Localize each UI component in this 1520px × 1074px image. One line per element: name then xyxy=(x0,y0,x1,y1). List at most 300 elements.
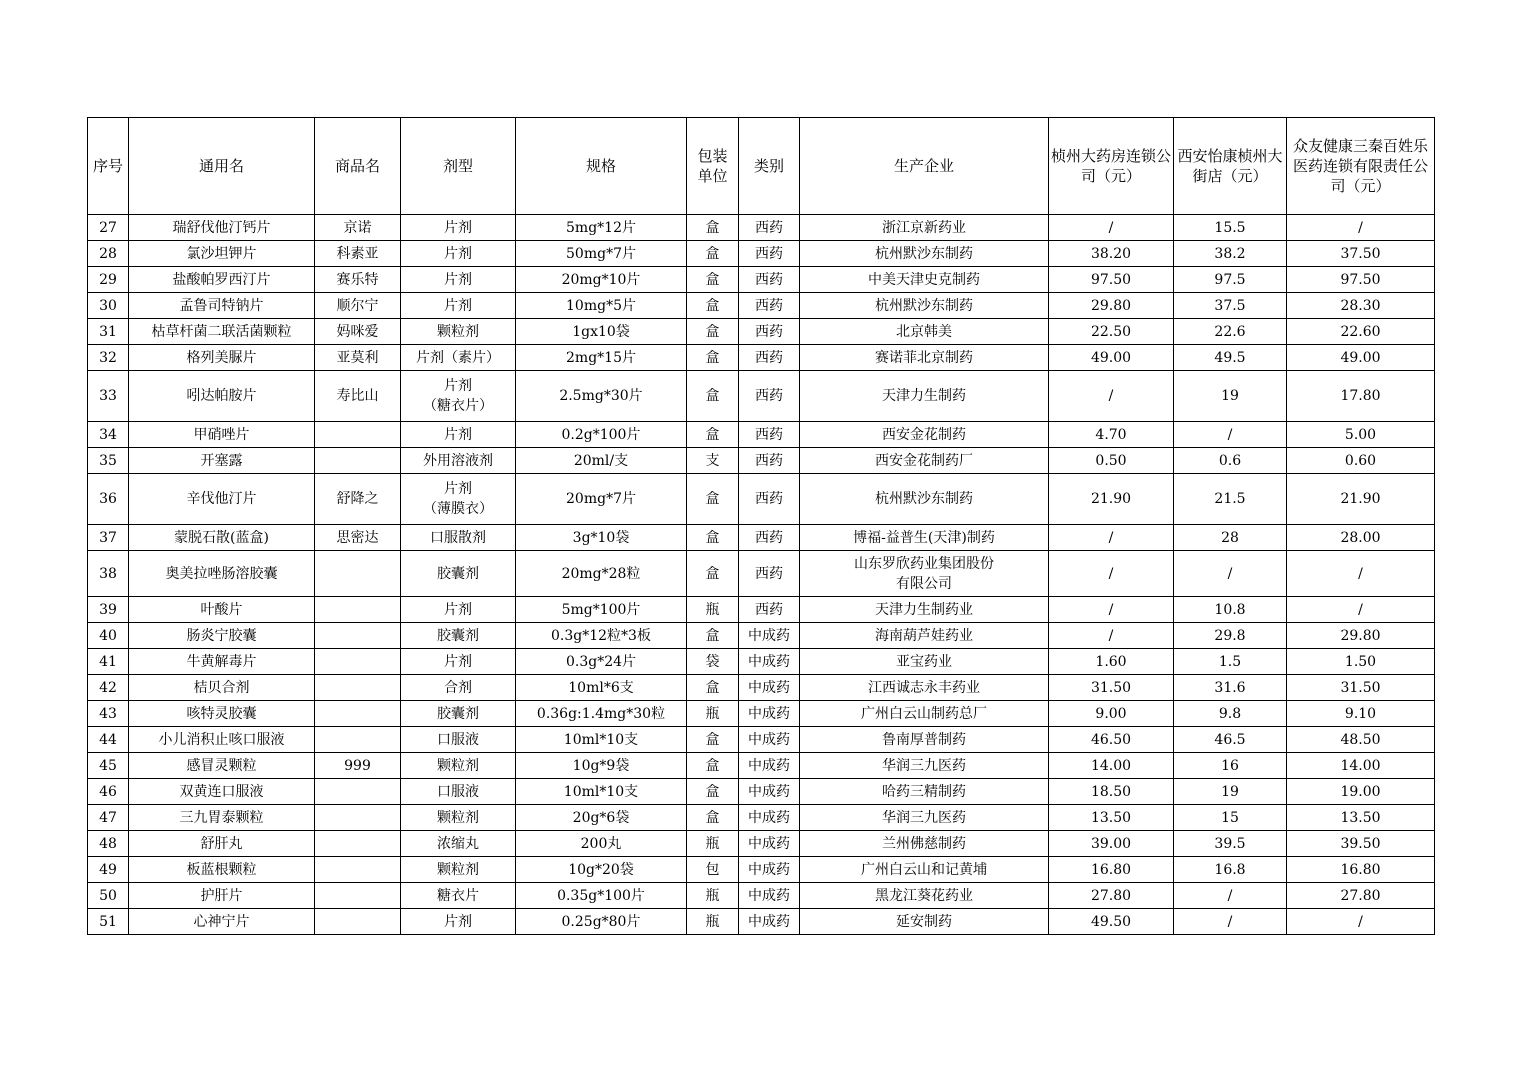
price-store1-cell: / xyxy=(1049,551,1174,597)
table-row xyxy=(88,215,1435,241)
dosage-form-cell: 颗粒剂 xyxy=(401,805,516,831)
price-store2-cell: 46.5 xyxy=(1174,727,1287,753)
category-cell: 中成药 xyxy=(739,753,800,779)
category-cell: 中成药 xyxy=(739,649,800,675)
manufacturer-cell: 西安金花制药厂 xyxy=(800,448,1049,474)
price-store2-cell: 9.8 xyxy=(1174,701,1287,727)
dosage-form-cell: 胶囊剂 xyxy=(401,551,516,597)
row-seq-cell: 44 xyxy=(88,727,129,753)
price-store3-cell: 27.80 xyxy=(1287,883,1435,909)
manufacturer-cell: 哈药三精制药 xyxy=(800,779,1049,805)
table-row xyxy=(88,241,1435,267)
price-store2-cell: 37.5 xyxy=(1174,293,1287,319)
price-store3-cell: 39.50 xyxy=(1287,831,1435,857)
dosage-form-cell: 片剂 （糖衣片） xyxy=(401,371,516,422)
header-pack-unit: 包装单位 xyxy=(687,118,739,215)
price-store3-cell: 1.50 xyxy=(1287,649,1435,675)
table-row xyxy=(88,448,1435,474)
header-seq: 序号 xyxy=(88,118,129,215)
brand-name-cell xyxy=(315,909,401,935)
price-store2-cell: 15 xyxy=(1174,805,1287,831)
price-store3-cell: 49.00 xyxy=(1287,345,1435,371)
spec-cell: 3g*10袋 xyxy=(516,525,687,551)
price-store3-cell: / xyxy=(1287,597,1435,623)
price-store1-cell: 97.50 xyxy=(1049,267,1174,293)
brand-name-cell: 妈咪爱 xyxy=(315,319,401,345)
row-seq-cell: 49 xyxy=(88,857,129,883)
manufacturer-cell: 广州白云山制药总厂 xyxy=(800,701,1049,727)
pack-unit-cell: 盒 xyxy=(687,345,739,371)
price-store2-cell: 21.5 xyxy=(1174,474,1287,525)
table-row xyxy=(88,293,1435,319)
brand-name-cell xyxy=(315,701,401,727)
brand-name-cell xyxy=(315,597,401,623)
generic-name-cell: 枯草杆菌二联活菌颗粒 xyxy=(129,319,315,345)
manufacturer-cell: 杭州默沙东制药 xyxy=(800,241,1049,267)
spec-cell: 0.36g:1.4mg*30粒 xyxy=(516,701,687,727)
dosage-form-cell: 合剂 xyxy=(401,675,516,701)
price-store3-cell: 19.00 xyxy=(1287,779,1435,805)
generic-name-cell: 咳特灵胶囊 xyxy=(129,701,315,727)
price-store2-cell: 97.5 xyxy=(1174,267,1287,293)
spec-cell: 1gx10袋 xyxy=(516,319,687,345)
pack-unit-cell: 盒 xyxy=(687,525,739,551)
pack-unit-cell: 盒 xyxy=(687,675,739,701)
pack-unit-cell: 盒 xyxy=(687,422,739,448)
pack-unit-cell: 盒 xyxy=(687,551,739,597)
brand-name-cell xyxy=(315,448,401,474)
category-cell: 西药 xyxy=(739,525,800,551)
table-row xyxy=(88,422,1435,448)
row-seq-cell: 33 xyxy=(88,371,129,422)
price-store2-cell: 15.5 xyxy=(1174,215,1287,241)
manufacturer-cell: 兰州佛慈制药 xyxy=(800,831,1049,857)
price-store1-cell: 9.00 xyxy=(1049,701,1174,727)
manufacturer-cell: 华润三九医药 xyxy=(800,805,1049,831)
header-price-store1: 桢州大药房连锁公司（元） xyxy=(1049,118,1174,215)
brand-name-cell xyxy=(315,551,401,597)
dosage-form-cell: 片剂 xyxy=(401,909,516,935)
manufacturer-cell: 博福-益普生(天津)制药 xyxy=(800,525,1049,551)
category-cell: 中成药 xyxy=(739,727,800,753)
price-store3-cell: 14.00 xyxy=(1287,753,1435,779)
pack-unit-cell: 盒 xyxy=(687,623,739,649)
price-store1-cell: 29.80 xyxy=(1049,293,1174,319)
generic-name-cell: 格列美脲片 xyxy=(129,345,315,371)
category-cell: 中成药 xyxy=(739,831,800,857)
category-cell: 中成药 xyxy=(739,909,800,935)
price-store3-cell: 9.10 xyxy=(1287,701,1435,727)
price-store3-cell: 21.90 xyxy=(1287,474,1435,525)
dosage-form-cell: 片剂 xyxy=(401,241,516,267)
generic-name-cell: 感冒灵颗粒 xyxy=(129,753,315,779)
table-row xyxy=(88,371,1435,422)
manufacturer-cell: 广州白云山和记黄埔 xyxy=(800,857,1049,883)
generic-name-cell: 开塞露 xyxy=(129,448,315,474)
price-store3-cell: 5.00 xyxy=(1287,422,1435,448)
spec-cell: 10g*20袋 xyxy=(516,857,687,883)
row-seq-cell: 27 xyxy=(88,215,129,241)
table-row xyxy=(88,623,1435,649)
dosage-form-cell: 口服液 xyxy=(401,727,516,753)
spec-cell: 10g*9袋 xyxy=(516,753,687,779)
pack-unit-cell: 盒 xyxy=(687,267,739,293)
row-seq-cell: 31 xyxy=(88,319,129,345)
price-store3-cell: 16.80 xyxy=(1287,857,1435,883)
price-store3-cell: 0.60 xyxy=(1287,448,1435,474)
generic-name-cell: 瑞舒伐他汀钙片 xyxy=(129,215,315,241)
category-cell: 西药 xyxy=(739,293,800,319)
table-body xyxy=(88,215,1435,935)
category-cell: 西药 xyxy=(739,215,800,241)
generic-name-cell: 肠炎宁胶囊 xyxy=(129,623,315,649)
price-store1-cell: 38.20 xyxy=(1049,241,1174,267)
category-cell: 西药 xyxy=(739,371,800,422)
price-store1-cell: 1.60 xyxy=(1049,649,1174,675)
dosage-form-cell: 口服液 xyxy=(401,779,516,805)
row-seq-cell: 42 xyxy=(88,675,129,701)
manufacturer-cell: 海南葫芦娃药业 xyxy=(800,623,1049,649)
manufacturer-cell: 中美天津史克制药 xyxy=(800,267,1049,293)
price-store1-cell: 16.80 xyxy=(1049,857,1174,883)
generic-name-cell: 蒙脱石散(蓝盒) xyxy=(129,525,315,551)
spec-cell: 10ml*6支 xyxy=(516,675,687,701)
dosage-form-cell: 片剂 （薄膜衣） xyxy=(401,474,516,525)
table-row xyxy=(88,474,1435,525)
table-row xyxy=(88,525,1435,551)
manufacturer-cell: 鲁南厚普制药 xyxy=(800,727,1049,753)
generic-name-cell: 三九胃泰颗粒 xyxy=(129,805,315,831)
price-store3-cell: 13.50 xyxy=(1287,805,1435,831)
price-store2-cell: 19 xyxy=(1174,779,1287,805)
price-store3-cell: 97.50 xyxy=(1287,267,1435,293)
price-store2-cell: 0.6 xyxy=(1174,448,1287,474)
table-row xyxy=(88,649,1435,675)
header-spec: 规格 xyxy=(516,118,687,215)
generic-name-cell: 双黄连口服液 xyxy=(129,779,315,805)
table-row xyxy=(88,345,1435,371)
price-store3-cell: 28.30 xyxy=(1287,293,1435,319)
brand-name-cell: 京诺 xyxy=(315,215,401,241)
price-store2-cell: / xyxy=(1174,551,1287,597)
spec-cell: 20mg*28粒 xyxy=(516,551,687,597)
price-store1-cell: 46.50 xyxy=(1049,727,1174,753)
generic-name-cell: 氯沙坦钾片 xyxy=(129,241,315,267)
brand-name-cell: 999 xyxy=(315,753,401,779)
dosage-form-cell: 糖衣片 xyxy=(401,883,516,909)
header-category: 类别 xyxy=(739,118,800,215)
brand-name-cell: 科素亚 xyxy=(315,241,401,267)
spec-cell: 0.35g*100片 xyxy=(516,883,687,909)
brand-name-cell xyxy=(315,883,401,909)
price-store1-cell: / xyxy=(1049,215,1174,241)
category-cell: 西药 xyxy=(739,422,800,448)
manufacturer-cell: 浙江京新药业 xyxy=(800,215,1049,241)
spec-cell: 20ml/支 xyxy=(516,448,687,474)
category-cell: 中成药 xyxy=(739,883,800,909)
row-seq-cell: 47 xyxy=(88,805,129,831)
header-generic-name: 通用名 xyxy=(129,118,315,215)
row-seq-cell: 36 xyxy=(88,474,129,525)
dosage-form-cell: 外用溶液剂 xyxy=(401,448,516,474)
spec-cell: 10ml*10支 xyxy=(516,779,687,805)
price-store2-cell: 16 xyxy=(1174,753,1287,779)
manufacturer-cell: 北京韩美 xyxy=(800,319,1049,345)
table-row xyxy=(88,267,1435,293)
price-store3-cell: 37.50 xyxy=(1287,241,1435,267)
spec-cell: 20mg*10片 xyxy=(516,267,687,293)
price-store3-cell: / xyxy=(1287,909,1435,935)
price-store2-cell: 49.5 xyxy=(1174,345,1287,371)
row-seq-cell: 38 xyxy=(88,551,129,597)
brand-name-cell xyxy=(315,422,401,448)
row-seq-cell: 46 xyxy=(88,779,129,805)
category-cell: 中成药 xyxy=(739,805,800,831)
row-seq-cell: 51 xyxy=(88,909,129,935)
price-store2-cell: 28 xyxy=(1174,525,1287,551)
price-store2-cell: 22.6 xyxy=(1174,319,1287,345)
dosage-form-cell: 片剂 xyxy=(401,422,516,448)
row-seq-cell: 37 xyxy=(88,525,129,551)
price-store3-cell: 31.50 xyxy=(1287,675,1435,701)
drug-price-table xyxy=(87,117,1435,935)
dosage-form-cell: 胶囊剂 xyxy=(401,623,516,649)
brand-name-cell: 思密达 xyxy=(315,525,401,551)
manufacturer-cell: 华润三九医药 xyxy=(800,753,1049,779)
manufacturer-cell: 杭州默沙东制药 xyxy=(800,474,1049,525)
price-store3-cell: / xyxy=(1287,551,1435,597)
price-store1-cell: 49.50 xyxy=(1049,909,1174,935)
manufacturer-cell: 天津力生制药 xyxy=(800,371,1049,422)
row-seq-cell: 30 xyxy=(88,293,129,319)
price-store1-cell: 13.50 xyxy=(1049,805,1174,831)
header-manufacturer: 生产企业 xyxy=(800,118,1049,215)
table-row xyxy=(88,701,1435,727)
manufacturer-cell: 西安金花制药 xyxy=(800,422,1049,448)
row-seq-cell: 48 xyxy=(88,831,129,857)
manufacturer-cell: 江西诚志永丰药业 xyxy=(800,675,1049,701)
pack-unit-cell: 瓶 xyxy=(687,883,739,909)
pack-unit-cell: 盒 xyxy=(687,241,739,267)
category-cell: 中成药 xyxy=(739,623,800,649)
brand-name-cell: 寿比山 xyxy=(315,371,401,422)
pack-unit-cell: 包 xyxy=(687,857,739,883)
dosage-form-cell: 胶囊剂 xyxy=(401,701,516,727)
table-row xyxy=(88,551,1435,597)
generic-name-cell: 叶酸片 xyxy=(129,597,315,623)
brand-name-cell xyxy=(315,779,401,805)
table-row xyxy=(88,805,1435,831)
price-store1-cell: 4.70 xyxy=(1049,422,1174,448)
spec-cell: 10ml*10支 xyxy=(516,727,687,753)
pack-unit-cell: 瓶 xyxy=(687,597,739,623)
table-row xyxy=(88,779,1435,805)
header-price-store2: 西安怡康桢州大街店（元） xyxy=(1174,118,1287,215)
row-seq-cell: 40 xyxy=(88,623,129,649)
price-store3-cell: 22.60 xyxy=(1287,319,1435,345)
generic-name-cell: 舒肝丸 xyxy=(129,831,315,857)
pack-unit-cell: 盒 xyxy=(687,474,739,525)
pack-unit-cell: 盒 xyxy=(687,727,739,753)
price-store2-cell: / xyxy=(1174,883,1287,909)
brand-name-cell xyxy=(315,727,401,753)
row-seq-cell: 50 xyxy=(88,883,129,909)
spec-cell: 2mg*15片 xyxy=(516,345,687,371)
price-store1-cell: / xyxy=(1049,525,1174,551)
dosage-form-cell: 片剂 xyxy=(401,267,516,293)
price-store1-cell: 22.50 xyxy=(1049,319,1174,345)
header-brand-name: 商品名 xyxy=(315,118,401,215)
table-row xyxy=(88,831,1435,857)
dosage-form-cell: 片剂 xyxy=(401,597,516,623)
pack-unit-cell: 盒 xyxy=(687,215,739,241)
brand-name-cell xyxy=(315,857,401,883)
category-cell: 西药 xyxy=(739,597,800,623)
brand-name-cell xyxy=(315,831,401,857)
price-store2-cell: / xyxy=(1174,422,1287,448)
generic-name-cell: 护肝片 xyxy=(129,883,315,909)
generic-name-cell: 奥美拉唑肠溶胶囊 xyxy=(129,551,315,597)
price-store2-cell: 39.5 xyxy=(1174,831,1287,857)
table-row xyxy=(88,597,1435,623)
generic-name-cell: 吲达帕胺片 xyxy=(129,371,315,422)
pack-unit-cell: 支 xyxy=(687,448,739,474)
price-store3-cell: / xyxy=(1287,215,1435,241)
dosage-form-cell: 浓缩丸 xyxy=(401,831,516,857)
brand-name-cell: 顺尔宁 xyxy=(315,293,401,319)
row-seq-cell: 34 xyxy=(88,422,129,448)
category-cell: 中成药 xyxy=(739,675,800,701)
manufacturer-cell: 赛诺菲北京制药 xyxy=(800,345,1049,371)
manufacturer-cell: 山东罗欣药业集团股份 有限公司 xyxy=(800,551,1049,597)
category-cell: 西药 xyxy=(739,345,800,371)
price-store1-cell: 0.50 xyxy=(1049,448,1174,474)
row-seq-cell: 35 xyxy=(88,448,129,474)
spec-cell: 10mg*5片 xyxy=(516,293,687,319)
price-store3-cell: 28.00 xyxy=(1287,525,1435,551)
category-cell: 西药 xyxy=(739,319,800,345)
price-store1-cell: 18.50 xyxy=(1049,779,1174,805)
category-cell: 西药 xyxy=(739,448,800,474)
manufacturer-cell: 黑龙江葵花药业 xyxy=(800,883,1049,909)
spec-cell: 5mg*100片 xyxy=(516,597,687,623)
table-row xyxy=(88,319,1435,345)
brand-name-cell xyxy=(315,623,401,649)
generic-name-cell: 辛伐他汀片 xyxy=(129,474,315,525)
spec-cell: 0.25g*80片 xyxy=(516,909,687,935)
spec-cell: 50mg*7片 xyxy=(516,241,687,267)
spec-cell: 5mg*12片 xyxy=(516,215,687,241)
generic-name-cell: 孟鲁司特钠片 xyxy=(129,293,315,319)
brand-name-cell: 舒降之 xyxy=(315,474,401,525)
category-cell: 西药 xyxy=(739,241,800,267)
dosage-form-cell: 颗粒剂 xyxy=(401,857,516,883)
price-store2-cell: 16.8 xyxy=(1174,857,1287,883)
price-store3-cell: 29.80 xyxy=(1287,623,1435,649)
manufacturer-cell: 延安制药 xyxy=(800,909,1049,935)
row-seq-cell: 32 xyxy=(88,345,129,371)
table-row xyxy=(88,675,1435,701)
category-cell: 西药 xyxy=(739,267,800,293)
category-cell: 西药 xyxy=(739,551,800,597)
price-store2-cell: 1.5 xyxy=(1174,649,1287,675)
manufacturer-cell: 天津力生制药业 xyxy=(800,597,1049,623)
spec-cell: 0.2g*100片 xyxy=(516,422,687,448)
price-store2-cell: 38.2 xyxy=(1174,241,1287,267)
row-seq-cell: 43 xyxy=(88,701,129,727)
spec-cell: 0.3g*24片 xyxy=(516,649,687,675)
table-row xyxy=(88,909,1435,935)
price-store1-cell: 31.50 xyxy=(1049,675,1174,701)
price-store2-cell: 31.6 xyxy=(1174,675,1287,701)
table-row xyxy=(88,857,1435,883)
price-store1-cell: / xyxy=(1049,597,1174,623)
pack-unit-cell: 袋 xyxy=(687,649,739,675)
row-seq-cell: 28 xyxy=(88,241,129,267)
brand-name-cell xyxy=(315,649,401,675)
header-row xyxy=(88,118,1435,215)
spec-cell: 2.5mg*30片 xyxy=(516,371,687,422)
row-seq-cell: 41 xyxy=(88,649,129,675)
generic-name-cell: 板蓝根颗粒 xyxy=(129,857,315,883)
manufacturer-cell: 杭州默沙东制药 xyxy=(800,293,1049,319)
pack-unit-cell: 盒 xyxy=(687,293,739,319)
header-dosage-form: 剂型 xyxy=(401,118,516,215)
brand-name-cell: 赛乐特 xyxy=(315,267,401,293)
generic-name-cell: 桔贝合剂 xyxy=(129,675,315,701)
pack-unit-cell: 盒 xyxy=(687,753,739,779)
pack-unit-cell: 盒 xyxy=(687,779,739,805)
generic-name-cell: 小儿消积止咳口服液 xyxy=(129,727,315,753)
generic-name-cell: 盐酸帕罗西汀片 xyxy=(129,267,315,293)
price-store1-cell: 49.00 xyxy=(1049,345,1174,371)
pack-unit-cell: 盒 xyxy=(687,805,739,831)
dosage-form-cell: 口服散剂 xyxy=(401,525,516,551)
price-store1-cell: 39.00 xyxy=(1049,831,1174,857)
table-row xyxy=(88,883,1435,909)
price-store1-cell: / xyxy=(1049,623,1174,649)
table-row xyxy=(88,727,1435,753)
brand-name-cell xyxy=(315,675,401,701)
price-store1-cell: 21.90 xyxy=(1049,474,1174,525)
brand-name-cell: 亚莫利 xyxy=(315,345,401,371)
pack-unit-cell: 瓶 xyxy=(687,831,739,857)
header-price-store3: 众友健康三秦百姓乐医药连锁有限责任公司（元） xyxy=(1287,118,1435,215)
pack-unit-cell: 盒 xyxy=(687,371,739,422)
pack-unit-cell: 瓶 xyxy=(687,701,739,727)
generic-name-cell: 心神宁片 xyxy=(129,909,315,935)
category-cell: 西药 xyxy=(739,474,800,525)
dosage-form-cell: 颗粒剂 xyxy=(401,319,516,345)
pack-unit-cell: 盒 xyxy=(687,319,739,345)
spec-cell: 20g*6袋 xyxy=(516,805,687,831)
dosage-form-cell: 片剂 xyxy=(401,649,516,675)
generic-name-cell: 甲硝唑片 xyxy=(129,422,315,448)
brand-name-cell xyxy=(315,805,401,831)
price-store2-cell: 10.8 xyxy=(1174,597,1287,623)
row-seq-cell: 29 xyxy=(88,267,129,293)
pack-unit-cell: 瓶 xyxy=(687,909,739,935)
dosage-form-cell: 片剂 xyxy=(401,293,516,319)
generic-name-cell: 牛黄解毒片 xyxy=(129,649,315,675)
row-seq-cell: 45 xyxy=(88,753,129,779)
price-store2-cell: 19 xyxy=(1174,371,1287,422)
price-store2-cell: 29.8 xyxy=(1174,623,1287,649)
manufacturer-cell: 亚宝药业 xyxy=(800,649,1049,675)
category-cell: 中成药 xyxy=(739,857,800,883)
dosage-form-cell: 颗粒剂 xyxy=(401,753,516,779)
spec-cell: 20mg*7片 xyxy=(516,474,687,525)
